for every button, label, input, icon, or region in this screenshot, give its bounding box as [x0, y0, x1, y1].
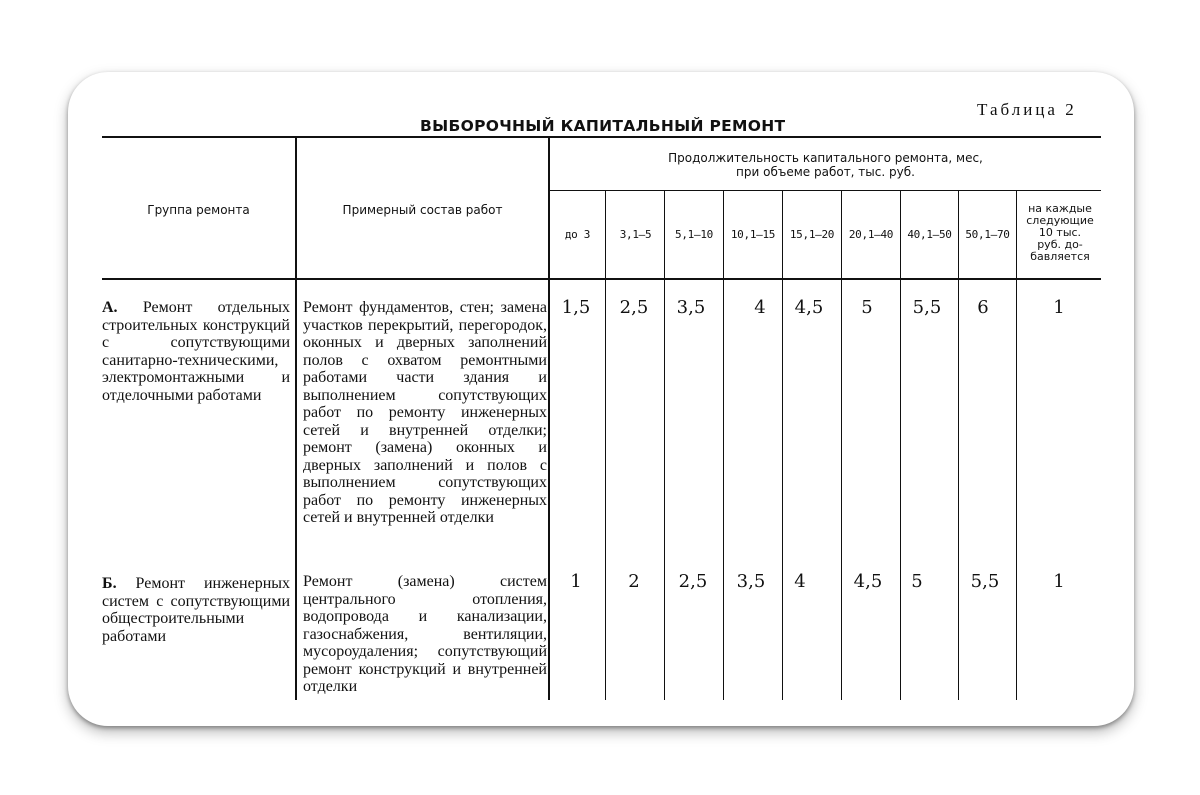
col-header-1: 3,1—5 — [619, 228, 652, 241]
top-rule — [102, 136, 1101, 138]
col-divider-7 — [841, 191, 842, 700]
header-add-line5: бавляется — [1030, 250, 1090, 263]
col-divider-8 — [900, 191, 901, 700]
col-header-6: 40,1—50 — [907, 228, 952, 241]
row-b-value-1: 2 — [628, 571, 640, 592]
row-a-letter: А. — [102, 299, 118, 316]
header-add-line4: руб. до- — [1037, 238, 1083, 251]
row-b-value-6: 5 — [911, 571, 923, 592]
row-a-value-2: 3,5 — [676, 297, 706, 318]
header-duration-line1: Продолжительность капитального ремонта, мес, — [668, 151, 983, 165]
row-a-group-text: Ремонт отдельных строительных конструкций с сопутствующими санитарно-техническими, электромонтажными и отделочными работами — [102, 299, 290, 404]
row-b-value-3: 3,5 — [736, 571, 766, 592]
col-header-0: до 3 — [564, 228, 591, 241]
row-b-value-8: 1 — [1053, 571, 1065, 592]
row-b-value-0: 1 — [570, 571, 582, 592]
col-header-2: 5,1—10 — [675, 228, 713, 241]
row-a-group — [102, 299, 290, 404]
col-divider-2 — [548, 138, 550, 700]
row-b-works: Ремонт (замена) систем центрального отопления, водопровода и канализации, газоснабжения, вентиляции, мусороудаления; сопутствующий ремонт конструкций и внутренней отделки — [303, 573, 547, 695]
header-bottom-rule — [102, 278, 1101, 280]
col-divider-3 — [605, 191, 606, 700]
row-b-value-4: 4 — [794, 571, 806, 592]
row-b-group — [102, 575, 290, 645]
row-a-value-6: 5,5 — [912, 297, 942, 318]
row-b-value-7: 5,5 — [970, 571, 1000, 592]
row-a-works: Ремонт фундаментов, стен; замена участков перекрытий, перегородок, оконных и дверных заполнений полов с охватом ремонтными работами части здания и выполнением сопутствующих работ по ремонту инженерных сетей и внутренней отделки; ремонт (замена) оконных и дверных заполнений и полов с выполнением сопутствующих работ по ремонту инженерных сетей и внутренней отделки — [303, 299, 547, 526]
header-add-line1: на каждые — [1028, 202, 1092, 215]
header-add-line3: 10 тыс. — [1038, 226, 1082, 239]
col-divider-1 — [295, 138, 297, 700]
row-a-value-4: 4,5 — [794, 297, 824, 318]
row-a-value-3: 4 — [754, 297, 766, 318]
col-divider-10 — [1016, 191, 1017, 700]
row-b-letter: Б. — [102, 575, 117, 592]
row-a-value-5: 5 — [861, 297, 873, 318]
col-divider-6 — [782, 191, 783, 700]
row-b-value-5: 4,5 — [853, 571, 883, 592]
row-a-value-8: 1 — [1053, 297, 1065, 318]
col-header-5: 20,1—40 — [848, 228, 894, 241]
header-add-line2: следующие — [1026, 214, 1094, 227]
header-group: Группа ремонта — [147, 203, 250, 217]
col-header-7: 50,1—70 — [965, 228, 1010, 241]
col-header-4: 15,1—20 — [789, 228, 835, 241]
header-duration-line2: при объеме работ, тыс. руб. — [736, 165, 915, 179]
subheader-rule — [549, 190, 1101, 191]
col-divider-4 — [664, 191, 665, 700]
row-a-value-0: 1,5 — [561, 297, 591, 318]
col-divider-5 — [723, 191, 724, 700]
row-a-value-1: 2,5 — [619, 297, 649, 318]
table-label: Таблица 2 — [977, 100, 1077, 119]
row-a-value-7: 6 — [977, 297, 989, 318]
table-title: ВЫБОРОЧНЫЙ КАПИТАЛЬНЫЙ РЕМОНТ — [420, 117, 786, 135]
row-b-value-2: 2,5 — [678, 571, 708, 592]
header-add-per-10k — [1018, 203, 1102, 263]
col-header-3: 10,1—15 — [730, 228, 776, 241]
col-divider-9 — [958, 191, 959, 700]
row-b-group-text: Ремонт инженерных систем с сопутствующими общестроительными работами — [102, 575, 290, 645]
header-works: Примерный состав работ — [342, 203, 503, 217]
